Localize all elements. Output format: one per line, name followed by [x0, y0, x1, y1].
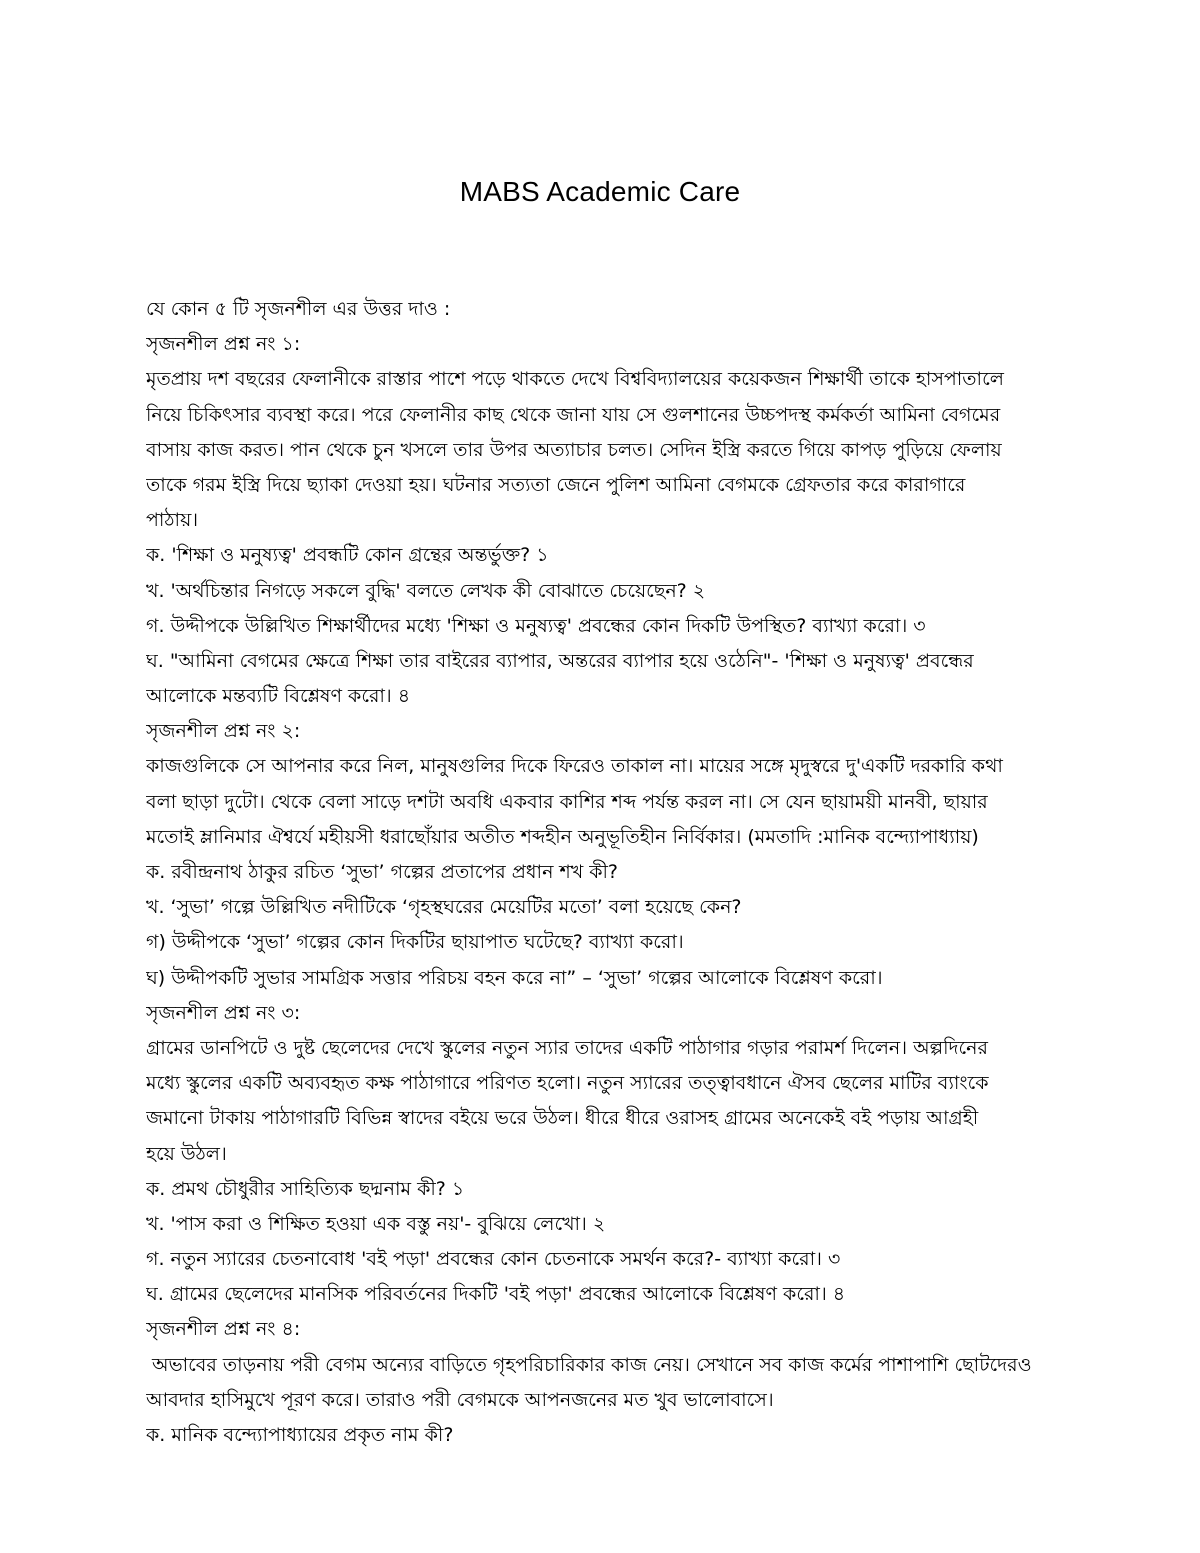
question-3-gha: ঘ. গ্রামের ছেলেদের মানসিক পরিবর্তনের দিকটি 'বই পড়া' প্রবন্ধের আলোকে বিশ্লেষণ করো। ৪: [146, 1283, 846, 1306]
question-4-ka: ক. মানিক বন্দ্যোপাধ্যায়ের প্রকৃত নাম কী?: [146, 1424, 454, 1446]
question-3-ka: ক. প্রমথ চৌধুরীর সাহিত্যিক ছদ্মনাম কী? ১: [146, 1177, 465, 1200]
question-3-stem: [146, 1031, 1066, 1172]
stem-line: হয়ে উঠল।: [146, 1142, 227, 1165]
question-4-heading: সৃজনশীল প্রশ্ন নং ৪:: [146, 1318, 301, 1341]
stem-line: নিয়ে চিকিৎসার ব্যবস্থা করে। পরে ফেলানীর কাছ থেকে জানা যায় সে গুলশানের উচ্চপদস্থ কর্মকর্তা আমিনা বেগমের: [146, 403, 1001, 426]
document-body: [146, 292, 1066, 1453]
stem-line: অভাবের তাড়নায় পরী বেগম অন্যের বাড়িতে গৃহপরিচারিকার কাজ নেয়। সেখানে সব কাজ কর্মের পাশাপাশি ছোটদেরও: [146, 1353, 1032, 1376]
stem-line: মধ্যে স্কুলের একটি অব্যবহৃত কক্ষ পাঠাগারে পরিণত হলো। নতুন স্যারের তত্ত্বাবধানে ঐসব ছেলের মাটির ব্যাংকে: [146, 1072, 989, 1095]
question-3-kha: খ. 'পাস করা ও শিক্ষিত হওয়া এক বস্তু নয়'- বুঝিয়ে লেখো। ২: [146, 1212, 606, 1235]
question-1-stem: [146, 362, 1066, 538]
stem-line: আবদার হাসিমুখে পূরণ করে। তারাও পরী বেগমকে আপনজনের মত খুব ভালোবাসে।: [146, 1388, 774, 1411]
question-1-gha-cont: আলোকে মন্তব্যটি বিশ্লেষণ করো। ৪: [146, 685, 411, 708]
stem-line: মতোই ম্লানিমার ঐশ্বর্যে মহীয়সী ধরাছোঁয়ার অতীত শব্দহীন অনুভূতিহীন নির্বিকার। (মমতাদি :মানিক বন্দ্যোপাধ্যায়): [146, 825, 979, 848]
stem-line: মৃতপ্রায় দশ বছরের ফেলানীকে রাস্তার পাশে পড়ে থাকতে দেখে বিশ্ববিদ্যালয়ের কয়েকজন শিক্ষার্থী তাকে হাসপাতালে: [146, 368, 1004, 391]
question-2-gha: ঘ) উদ্দীপকটি সুভার সামগ্রিক সত্তার পরিচয় বহন করে না” – ‘সুভা’ গল্পের আলোকে বিশ্লেষণ করো।: [146, 966, 883, 989]
question-1-heading: সৃজনশীল প্রশ্ন নং ১:: [146, 333, 301, 356]
instruction-text: যে কোন ৫ টি সৃজনশীল এর উত্তর দাও :: [146, 298, 451, 320]
question-1-ka: ক. 'শিক্ষা ও মনুষ্যত্ব' প্রবন্ধটি কোন গ্রন্থের অন্তর্ভুক্ত? ১: [146, 544, 549, 567]
question-2-ka: ক. রবীন্দ্রনাথ ঠাকুর রচিত ‘সুভা’ গল্পের প্রতাপের প্রধান শখ কী?: [146, 861, 619, 883]
page-title: MABS Academic Care: [459, 176, 741, 207]
question-2-stem: [146, 749, 1066, 855]
question-2-heading: সৃজনশীল প্রশ্ন নং ২:: [146, 720, 301, 743]
stem-line: পাঠায়।: [146, 509, 199, 532]
stem-line: বলা ছাড়া দুটো। থেকে বেলা সাড়ে দশটা অবধি একবার কাশির শব্দ পর্যন্ত করল না। সে যেন ছায়াময়ী মানবী, ছায়ার: [146, 790, 988, 813]
question-4-stem: [146, 1348, 1066, 1418]
question-2-kha: খ. ‘সুভা’ গল্পে উল্লিখিত নদীটিকে ‘গৃহস্থঘরের মেয়েটির মতো’ বলা হয়েছে কেন?: [146, 896, 742, 919]
stem-line: জমানো টাকায় পাঠাগারটি বিভিন্ন স্বাদের বইয়ে ভরে উঠল। ধীরে ধীরে ওরাসহ গ্রামের অনেকেই বই পড়ায় আগ্রহী: [146, 1107, 979, 1130]
question-3-heading: সৃজনশীল প্রশ্ন নং ৩:: [146, 1001, 301, 1024]
stem-line: তাকে গরম ইস্ত্রি দিয়ে ছ্যাকা দেওয়া হয়। ঘটনার সত্যতা জেনে পুলিশ আমিনা বেগমকে গ্রেফতার করে কারাগারে: [146, 473, 966, 496]
question-2-ga: গ) উদ্দীপকে ‘সুভা’ গল্পের কোন দিকটির ছায়াপাত ঘটেছে? ব্যাখ্যা করো।: [146, 931, 684, 954]
stem-line: গ্রামের ডানপিটে ও দুষ্ট ছেলেদের দেখে স্কুলের নতুন স্যার তাদের একটি পাঠাগার গড়ার পরামর্শ দিলেন। অল্পদিনের: [146, 1036, 988, 1059]
question-1-kha: খ. 'অর্থচিন্তার নিগড়ে সকলে বুদ্ধি' বলতে লেখক কী বোঝাতে চেয়েছেন? ২: [146, 579, 706, 602]
stem-line: কাজগুলিকে সে আপনার করে নিল, মানুষগুলির দিকে ফিরেও তাকাল না। মায়ের সঙ্গে মৃদুস্বরে দু'একটি দরকারি কথা: [146, 755, 1003, 778]
question-1-ga: গ. উদ্দীপকে উল্লিখিত শিক্ষার্থীদের মধ্যে 'শিক্ষা ও মনুষ্যত্ব' প্রবন্ধের কোন দিকটি উপস্থিত? ব্যাখ্যা করো। ৩: [146, 614, 926, 637]
question-3-ga: গ. নতুন স্যারের চেতনাবোধ 'বই পড়া' প্রবন্ধের কোন চেতনাকে সমর্থন করে?- ব্যাখ্যা করো। ৩: [146, 1248, 841, 1271]
question-1-gha: ঘ. "আমিনা বেগমের ক্ষেত্রে শিক্ষা তার বাইরের ব্যাপার, অন্তরের ব্যাপার হয়ে ওঠেনি"- 'শিক্ষা ও মনুষ্যত্ব' প্রবন্ধের: [146, 649, 974, 672]
stem-line: বাসায় কাজ করত। পান থেকে চুন খসলে তার উপর অত্যাচার চলত। সেদিন ইস্ত্রি করতে গিয়ে কাপড় পুড়িয়ে ফেলায়: [146, 438, 1002, 461]
